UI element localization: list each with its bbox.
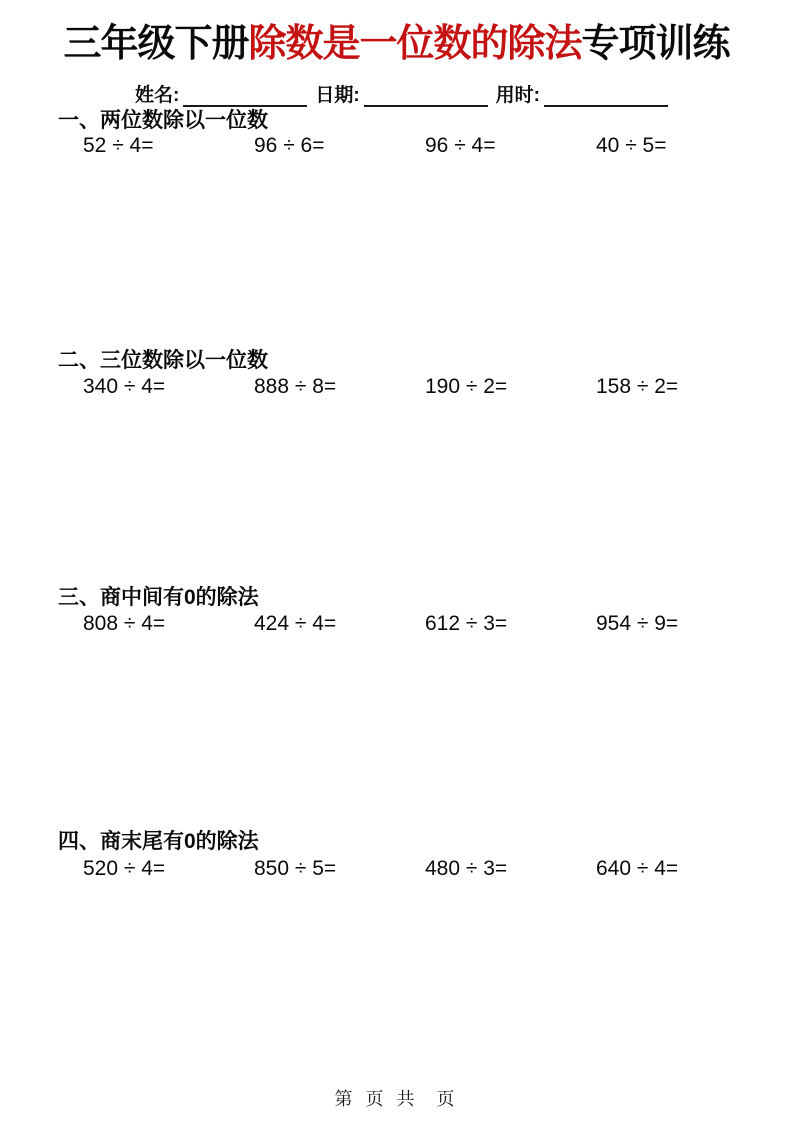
problem: 612 ÷ 3=: [425, 612, 508, 635]
section-4-problem-row: [83, 856, 783, 881]
problem: 158 ÷ 2=: [596, 375, 679, 398]
page-number-footer: 第 页 共 页: [334, 1089, 459, 1109]
name-label: 姓名:: [135, 85, 180, 106]
problem: 424 ÷ 4=: [254, 612, 337, 635]
problem: 96 ÷ 4=: [425, 134, 496, 157]
problem: 340 ÷ 4=: [83, 375, 166, 398]
problem: 480 ÷ 3=: [425, 857, 508, 880]
date-label: 日期:: [315, 85, 360, 106]
page-title-prefix: 三年级下册: [63, 23, 249, 65]
name-blank-line: [183, 86, 307, 107]
page-title-suffix: 专项训练: [581, 23, 730, 65]
page-title: [0, 12, 793, 67]
problem: 520 ÷ 4=: [83, 857, 166, 880]
section-1-problem-row: [83, 133, 783, 158]
section-4-heading: 四、商末尾有0的除法: [58, 830, 259, 853]
date-blank-line: [364, 86, 488, 107]
time-label: 用时:: [495, 85, 540, 106]
problem: 96 ÷ 6=: [254, 134, 325, 157]
section-1-heading: 一、两位数除以一位数: [58, 109, 268, 132]
time-blank-line: [544, 86, 668, 107]
problem: 40 ÷ 5=: [596, 134, 667, 157]
section-2-problem-row: [83, 374, 783, 399]
problem: 52 ÷ 4=: [83, 134, 154, 157]
problem: 954 ÷ 9=: [596, 612, 679, 635]
section-3-heading: 三、商中间有0的除法: [58, 586, 259, 609]
problem: 808 ÷ 4=: [83, 612, 166, 635]
info-line: [135, 80, 668, 107]
problem: 850 ÷ 5=: [254, 857, 337, 880]
section-3-problem-row: [83, 611, 783, 636]
section-2-heading: 二、三位数除以一位数: [58, 349, 268, 372]
problem: 640 ÷ 4=: [596, 857, 679, 880]
problem: 888 ÷ 8=: [254, 375, 337, 398]
page-title-highlight: 除数是一位数的除法: [248, 23, 582, 65]
problem: 190 ÷ 2=: [425, 375, 508, 398]
